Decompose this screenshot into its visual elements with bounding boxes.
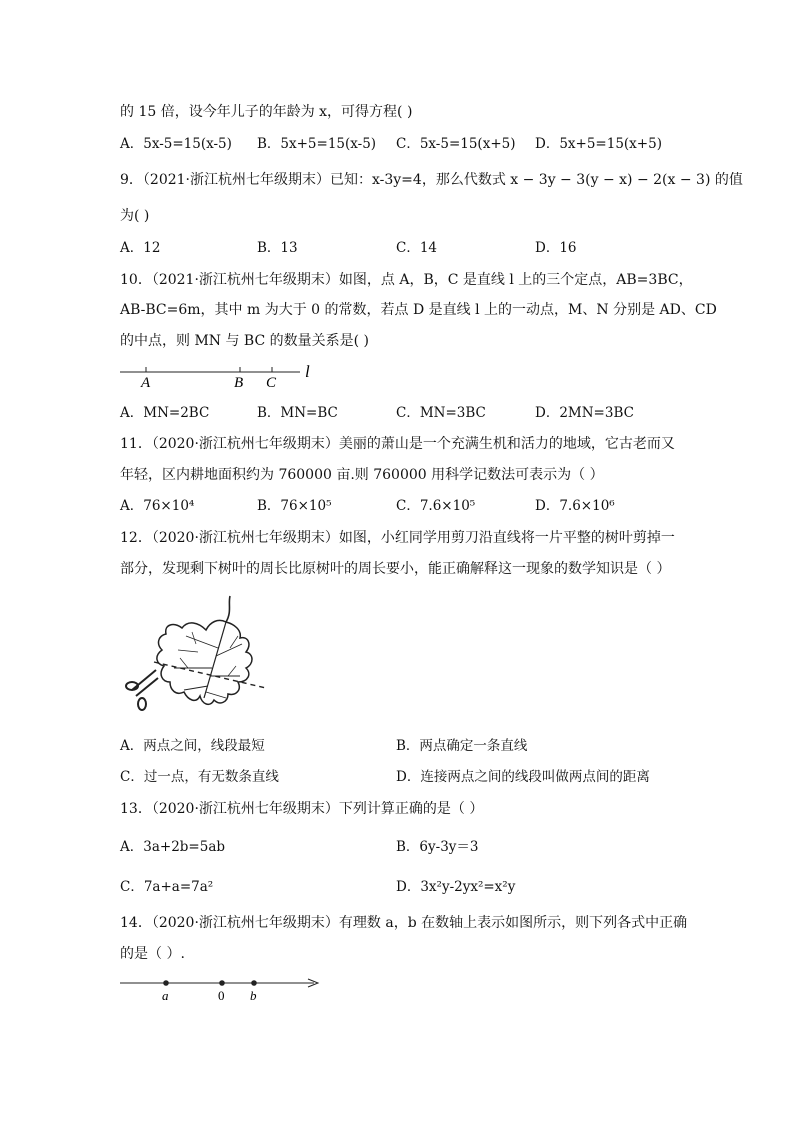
- q12-stem-line1: 12．（2020·浙江杭州七年级期末）如图，小红同学用剪刀沿直线将一片平整的树叶剪掉一: [120, 530, 675, 546]
- q11-option-a: A．76×10⁴: [120, 498, 195, 514]
- q10-label-c: C: [266, 375, 277, 391]
- q10-stem-line1: 10．（2021·浙江杭州七年级期末）如图，点 A，B，C 是直线 l 上的三个定点，AB=3BC，: [120, 272, 693, 288]
- q13-stem: 13．（2020·浙江杭州七年级期末）下列计算正确的是（ ）: [120, 801, 484, 817]
- q14-label-zero: 0: [218, 988, 225, 1003]
- q12-option-c: C．过一点，有无数条直线: [120, 769, 279, 785]
- q8-option-b: B．5x+5=15(x-5): [257, 136, 377, 152]
- q14-stem-line1: 14．（2020·浙江杭州七年级期末）有理数 a，b 在数轴上表示如图所示，则下列各式中正确: [120, 915, 688, 931]
- q13-option-c: C．7a+a=7a²: [120, 879, 214, 895]
- q9-stem-line1: 9．（2021·浙江杭州七年级期末）已知：x-3y=4，那么代数式 x − 3y − 3(y − x) − 2(x − 3) 的值: [120, 172, 743, 188]
- q11-stem-line2: 年轻，区内耕地面积约为 760000 亩.则 760000 用科学记数法可表示为（ ）: [120, 467, 604, 483]
- q10-label-a: A: [141, 375, 151, 391]
- q12-option-d: D．连接两点之间的线段叫做两点间的距离: [396, 769, 650, 785]
- q13-option-a: A．3a+2b=5ab: [120, 839, 226, 855]
- q10-label-l: l: [305, 362, 310, 381]
- q11-option-d: D．7.6×10⁶: [535, 498, 615, 514]
- q13-option-b: B．6y-3y＝3: [396, 839, 479, 855]
- q10-option-b: B．MN=BC: [257, 405, 338, 421]
- q11-option-c: C．7.6×10⁵: [396, 498, 476, 514]
- q8-option-c: C．5x-5=15(x+5): [396, 136, 516, 152]
- q13-option-d: D．3x²y-2yx²=x²y: [396, 879, 516, 895]
- q8-option-a: A．5x-5=15(x-5): [120, 136, 232, 152]
- q12-option-a: A．两点之间，线段最短: [120, 738, 265, 754]
- q9-option-b: B．13: [257, 240, 298, 256]
- q9-stem-line2: 为( ): [120, 208, 150, 224]
- q9-option-a: A．12: [120, 240, 161, 256]
- q8-option-d: D．5x+5=15(x+5): [535, 136, 662, 152]
- q10-option-a: A．MN=2BC: [120, 405, 210, 421]
- q9-option-d: D．16: [535, 240, 577, 256]
- q10-option-c: C．MN=3BC: [396, 405, 486, 421]
- q14-label-b: b: [250, 988, 257, 1003]
- q14-stem-line2: 的是（ ）.: [120, 946, 185, 962]
- q14-label-a: a: [162, 988, 169, 1003]
- q10-option-d: D．2MN=3BC: [535, 405, 634, 421]
- q12-stem-line2: 部分，发现剩下树叶的周长比原树叶的周长要小，能正确解释这一现象的数学知识是（ ）: [120, 561, 671, 577]
- scissors-icon: [126, 670, 158, 710]
- q10-line-figure: [112, 360, 322, 392]
- q8-stem: 的 15 倍，设今年儿子的年龄为 x，可得方程( ): [120, 104, 413, 120]
- q10-stem-line3: 的中点，则 MN 与 BC 的数量关系是( ): [120, 333, 370, 349]
- leaf-icon: [157, 620, 252, 704]
- q10-label-b: B: [234, 375, 244, 391]
- q12-option-b: B．两点确定一条直线: [396, 738, 528, 754]
- q11-stem-line1: 11．（2020·浙江杭州七年级期末）美丽的萧山是一个充满生机和活力的地域，它古老而又: [120, 436, 675, 452]
- q10-stem-line2: AB-BC=6m，其中 m 为大于 0 的常数，若点 D 是直线 l 上的一动点，M、N 分别是 AD、CD: [120, 302, 717, 318]
- q14-number-line: [116, 972, 326, 1006]
- q11-option-b: B．76×10⁵: [257, 498, 332, 514]
- leaf-scissors-figure: [118, 592, 278, 722]
- q9-option-c: C．14: [396, 240, 438, 256]
